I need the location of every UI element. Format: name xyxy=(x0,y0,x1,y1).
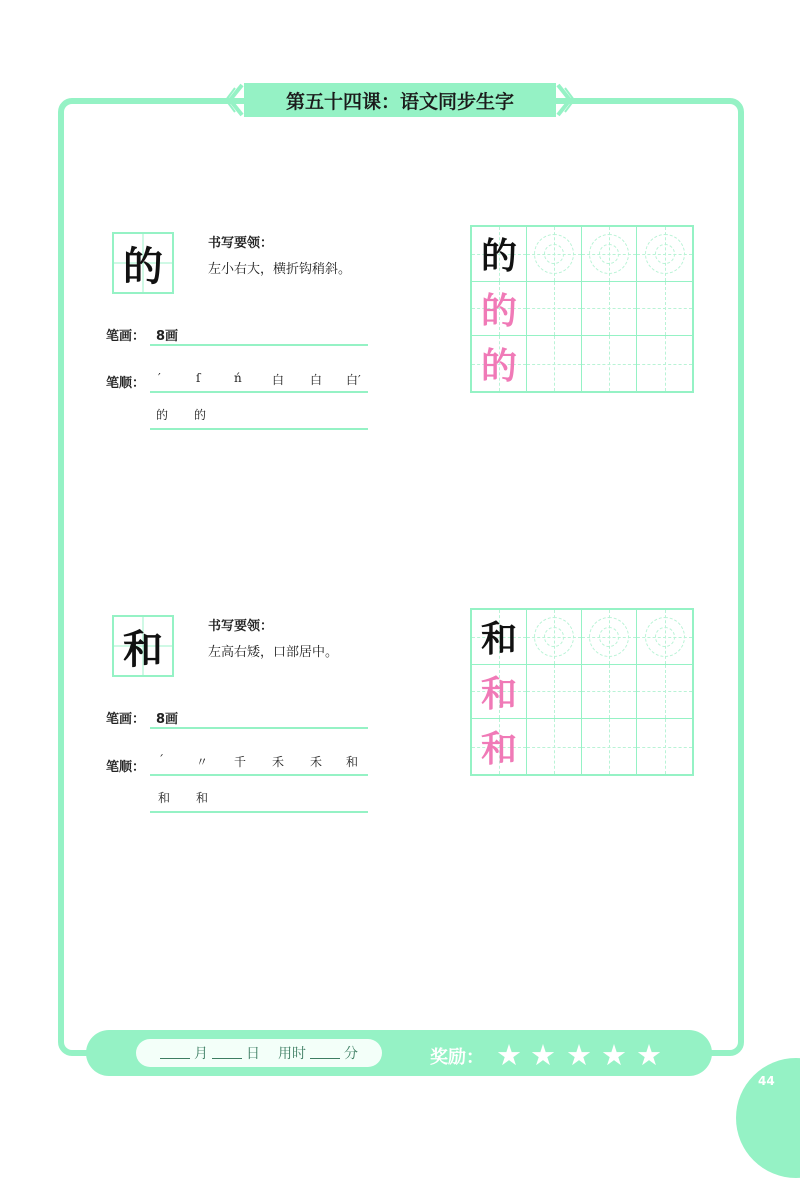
lesson-1-tip-text: 左小右大，横折钩稍斜。 xyxy=(208,262,352,277)
lesson-1-order-label: 笔顺： xyxy=(106,376,146,391)
lesson-2-stroke-step: 和 xyxy=(346,755,359,769)
model-char: 的 xyxy=(480,235,517,278)
page-number: 44 xyxy=(758,1074,775,1088)
practice-cell[interactable] xyxy=(527,336,582,391)
lesson-1-strokes-value: 8画 xyxy=(156,329,179,344)
lesson-2-char-box xyxy=(112,615,174,677)
lesson-2-strokes-value: 8画 xyxy=(156,712,179,727)
lesson-2-stroke-step: 禾 xyxy=(310,755,323,769)
practice-cell[interactable] xyxy=(637,227,692,282)
lesson-2-stroke-step: 〃 xyxy=(196,755,209,769)
lesson-2-stroke-step: 禾 xyxy=(272,755,285,769)
lesson-1-stroke-step: 白′ xyxy=(346,373,361,387)
reward-label: 奖励： xyxy=(430,1047,484,1068)
lesson-1-practice-grid xyxy=(470,225,694,393)
lesson-1-stroke-step: ſ xyxy=(196,371,201,385)
lesson-1-tip-label: 书写要领： xyxy=(208,236,274,251)
day-blank[interactable] xyxy=(212,1048,242,1059)
day-label: 日 xyxy=(246,1046,260,1062)
lesson-2-strokes-rule xyxy=(150,727,368,729)
practice-cell[interactable] xyxy=(582,665,637,720)
trace-circle-icon xyxy=(534,617,574,657)
lesson-1-stroke-step: 的 xyxy=(194,408,207,422)
star-icon[interactable]: ★ xyxy=(530,1038,556,1072)
lesson-2-stroke-step: 和 xyxy=(196,791,209,805)
practice-cell[interactable] xyxy=(582,282,637,337)
practice-cell[interactable] xyxy=(472,719,527,774)
star-icon[interactable]: ★ xyxy=(601,1038,627,1072)
practice-cell[interactable] xyxy=(472,227,527,282)
practice-cell[interactable] xyxy=(527,227,582,282)
date-time-field[interactable] xyxy=(136,1039,382,1067)
trace-circle-icon xyxy=(645,234,685,274)
month-blank[interactable] xyxy=(160,1048,190,1059)
model-char: 和 xyxy=(480,618,517,661)
month-label: 月 xyxy=(194,1046,208,1062)
trace-char: 的 xyxy=(480,345,517,388)
lesson-2-practice-grid xyxy=(470,608,694,776)
lesson-1-order-rule xyxy=(150,391,368,393)
minutes-label: 分 xyxy=(344,1046,358,1062)
practice-cell[interactable] xyxy=(527,610,582,665)
lesson-1-strokes-label: 笔画： xyxy=(106,329,146,344)
lesson-1-stroke-step: ′ xyxy=(158,371,161,385)
lesson-2-stroke-step: ˊ xyxy=(158,753,164,767)
practice-cell[interactable] xyxy=(582,719,637,774)
trace-char: 的 xyxy=(480,289,517,332)
lesson-2-tip-text: 左高右矮，口部居中。 xyxy=(208,645,339,660)
banner-right-chevron-icon xyxy=(556,83,576,117)
lesson-2-order-label: 笔顺： xyxy=(106,760,146,775)
trace-circle-icon xyxy=(645,617,685,657)
practice-cell[interactable] xyxy=(472,282,527,337)
lesson-2-char: 和 xyxy=(123,625,163,673)
trace-char: 和 xyxy=(480,672,517,715)
practice-cell[interactable] xyxy=(637,336,692,391)
trace-circle-icon xyxy=(589,617,629,657)
banner-left-chevron-icon xyxy=(224,83,244,117)
lesson-1-strokes-rule xyxy=(150,344,368,346)
lesson-2-strokes-label: 笔画： xyxy=(106,712,146,727)
lesson-1-stroke-step: 的 xyxy=(156,408,169,422)
practice-cell[interactable] xyxy=(527,282,582,337)
star-icon[interactable]: ★ xyxy=(566,1038,592,1072)
practice-cell[interactable] xyxy=(582,227,637,282)
lesson-1-char: 的 xyxy=(123,242,163,290)
trace-char: 和 xyxy=(480,728,517,771)
practice-cell[interactable] xyxy=(472,336,527,391)
practice-cell[interactable] xyxy=(527,719,582,774)
lesson-2-order-rule-2 xyxy=(150,811,368,813)
star-icon[interactable]: ★ xyxy=(496,1038,522,1072)
practice-cell[interactable] xyxy=(637,665,692,720)
time-used-label: 用时 xyxy=(278,1046,306,1062)
trace-circle-icon xyxy=(589,234,629,274)
practice-cell[interactable] xyxy=(582,336,637,391)
practice-cell[interactable] xyxy=(472,665,527,720)
lesson-2-tip-label: 书写要领： xyxy=(208,619,274,634)
practice-cell[interactable] xyxy=(637,610,692,665)
minutes-blank[interactable] xyxy=(310,1048,340,1059)
practice-cell[interactable] xyxy=(527,665,582,720)
lesson-1-stroke-step: 白 xyxy=(272,373,285,387)
lesson-1-stroke-step: 白 xyxy=(310,373,323,387)
practice-cell[interactable] xyxy=(472,610,527,665)
lesson-2-stroke-step: 千 xyxy=(234,755,247,769)
practice-cell[interactable] xyxy=(637,282,692,337)
lesson-1-order-rule-2 xyxy=(150,428,368,430)
lesson-2-stroke-step: 和 xyxy=(158,791,171,805)
page-title: 第五十四课：语文同步生字 xyxy=(244,83,556,117)
practice-cell[interactable] xyxy=(582,610,637,665)
star-icon[interactable]: ★ xyxy=(636,1038,662,1072)
practice-cell[interactable] xyxy=(637,719,692,774)
lesson-1-stroke-step: ń xyxy=(234,371,242,385)
trace-circle-icon xyxy=(534,234,574,274)
lesson-1-char-box xyxy=(112,232,174,294)
lesson-2-order-rule xyxy=(150,774,368,776)
